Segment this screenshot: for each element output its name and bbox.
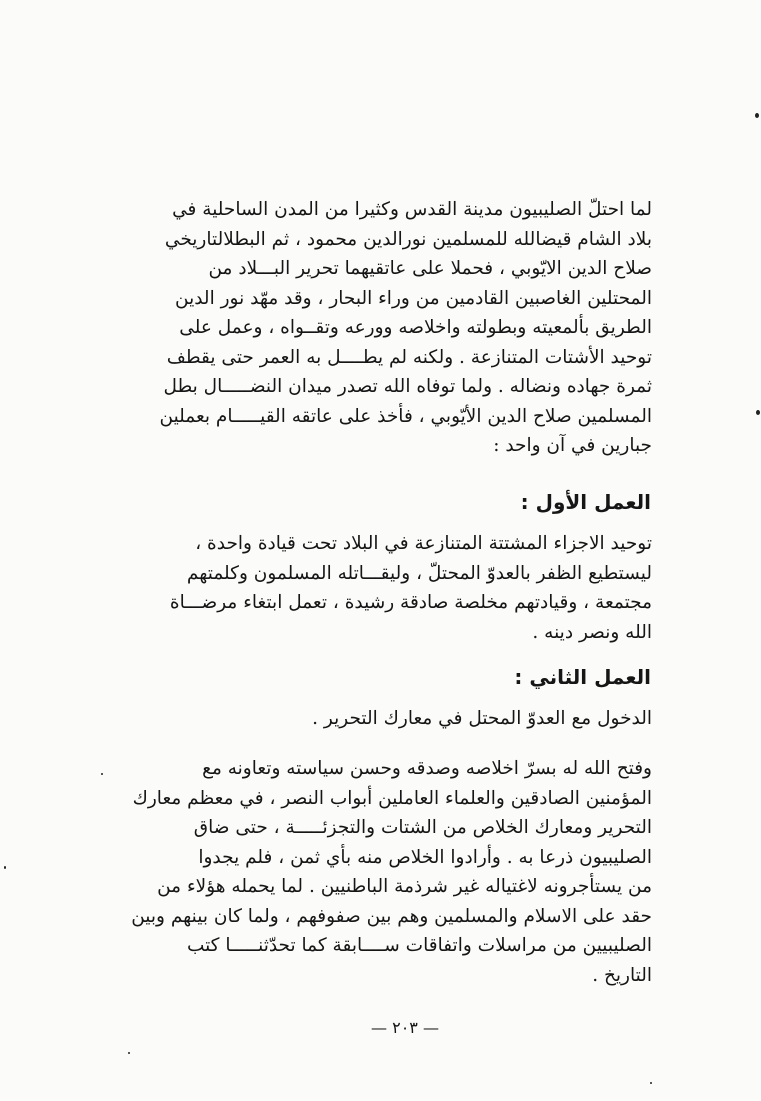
text-line: الصليبيون ذرعا به . وأرادوا الخلاص منه بأي ثمن ، فلم يجدوا (198, 846, 652, 868)
text-line: ثمرة جهاده ونضاله . ولما توفاه الله تصدر ميدان النضـــــال بطل (163, 376, 652, 397)
text-line: توحيد الاجزاء المشتتة المتنازعة في البلاد تحت قيادة واحدة ، (195, 533, 652, 554)
scan-speck (128, 1052, 130, 1054)
text-line: الطريق بألمعيته وبطولته واخلاصه وورعه وتقــواه ، وعمل على (179, 317, 652, 338)
scan-speck (101, 773, 103, 775)
text-line: وفتح الله له بسرّ اخلاصه وصدقه وحسن سياسته وتعاونه مع (202, 758, 652, 779)
heading-second-task: العمل الثاني : (514, 665, 651, 689)
text-line: ليستطيع الظفر بالعدوّ المحتلّ ، وليقـــاتله المسلمون وكلمتهم (186, 562, 652, 584)
text-line: الدخول مع العدوّ المحتل في معارك التحرير . (312, 708, 652, 729)
scan-speck (650, 1082, 652, 1084)
text-line: لما احتلّ الصليبيون مدينة القدس وكثيرا من المدن الساحلية في (172, 199, 652, 220)
text-line: مجتمعة ، وقيادتهم مخلصة صادقة رشيدة ، تعمل ابتغاء مرضـــاة (169, 592, 652, 613)
text-line: الله ونصر دينه . (532, 621, 652, 643)
paragraph-first-task (118, 529, 652, 647)
heading-first-task: العمل الأول : (520, 490, 651, 514)
text-line: المحتلين الغاصبين القادمين من وراء البحار ، وقد مهّد نور الدين (174, 287, 652, 309)
text-line: التحرير ومعارك الخلاص من الشتات والتجزئـــــة ، حتى ضاق (193, 817, 652, 838)
text-line: الصليبيين من مراسلات واتفاقات ســــابقة كما تحدّثنـــــا كتب (186, 935, 652, 956)
text-line: توحيد الأشتات المتنازعة . ولكنه لم يطــــل به العمر حتى يقطف (166, 346, 652, 368)
text-line: حقد على الاسلام والمسلمين وهم بين صفوفهم ، ولما كان بينهم وبين (131, 905, 652, 927)
scan-speck (756, 410, 760, 415)
paragraph-conclusion (118, 754, 652, 990)
text-line: التاريخ . (592, 964, 652, 986)
text-line: المسلمين صلاح الدين الأيّوبي ، فأخذ على عاتقه القيـــــام بعملين (159, 405, 652, 427)
text-line: صلاح الدين الايّوبي ، فحملا على عاتقيهما تحرير البـــلاد من (208, 258, 652, 279)
scan-speck (755, 113, 759, 118)
paragraph-second-task (118, 704, 652, 734)
text-line: من يستأجرونه لاغتياله غير شرذمة الباطنيين . لما يحمله هؤلاء من (157, 876, 652, 897)
text-line: المؤمنين الصادقين والعلماء العاملين أبواب النصر ، في معظم معارك (132, 787, 652, 809)
text-line: بلاد الشام قيضالله للمسلمين نورالدين محمود ، ثم البطلالتاريخي (164, 228, 652, 250)
text-line: جبارين في آن واحد : (493, 435, 652, 456)
page-number: — ٢٠٣ — (371, 1018, 439, 1037)
paragraph-intro (118, 195, 652, 461)
scan-speck (4, 866, 6, 869)
